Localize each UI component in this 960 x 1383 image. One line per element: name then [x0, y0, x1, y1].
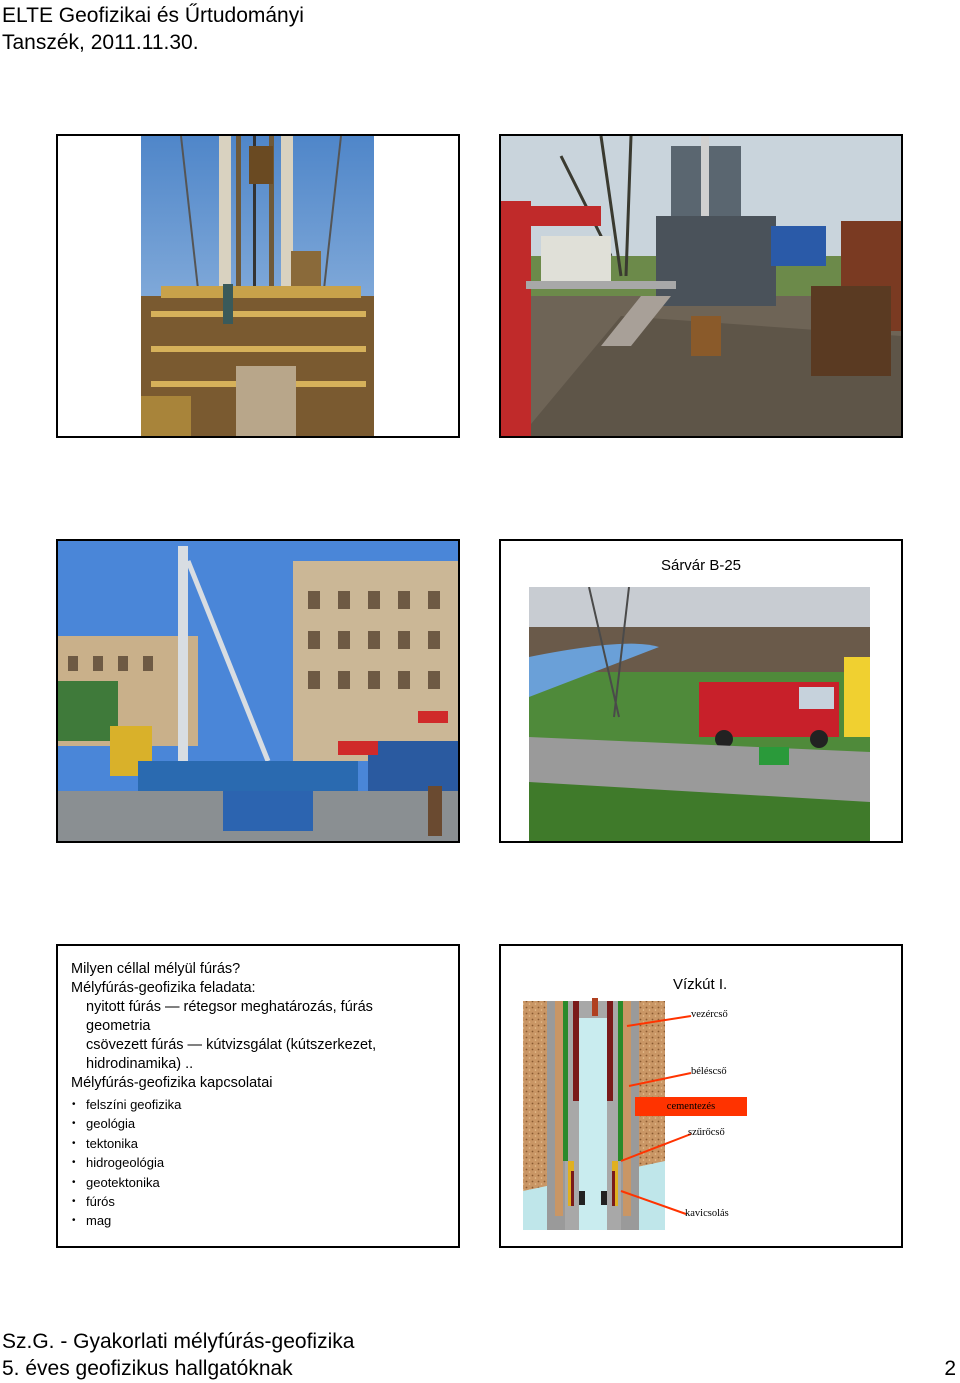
- slide-2: [499, 134, 903, 438]
- task-open-hole: nyitott fúrás — rétegsor meghatározás, fúrás: [86, 999, 373, 1015]
- city-drilling-site-photo: [58, 541, 458, 841]
- header-line2: Tanszék, 2011.11.30.: [2, 31, 199, 54]
- footer-line2: 5. éves geofizikus hallgatóknak: [2, 1357, 293, 1380]
- task-heading: Mélyfúrás-geofizika feladata:: [71, 980, 256, 996]
- drill-site-van-photo: [529, 587, 870, 841]
- list-item: • hidrogeológia: [71, 1153, 376, 1172]
- list-item: • geológia: [71, 1114, 376, 1133]
- page-number: 2: [944, 1357, 956, 1380]
- well-diagram: [501, 946, 901, 1246]
- relations-list: [71, 1095, 376, 1231]
- page-footer: [2, 1328, 354, 1382]
- label-szurocso: szűrőcső: [688, 1127, 725, 1138]
- label-kavicsolas: kavicsolás: [685, 1208, 729, 1219]
- task-cased-hole-cont: hidrodinamika) ..: [86, 1056, 194, 1072]
- slide-caption: Sárvár B-25: [660, 557, 742, 574]
- drilling-rig-tower-photo: [141, 136, 374, 436]
- label-cementezes: cementezés: [635, 1097, 747, 1116]
- question-line: Milyen céllal mélyül fúrás?: [71, 961, 241, 977]
- footer-line1: Sz.G. - Gyakorlati mélyfúrás-geofizika: [2, 1330, 355, 1353]
- list-item: • felszíni geofizika: [71, 1095, 376, 1114]
- list-item: • fúrós: [71, 1192, 376, 1211]
- task-cased-hole: csövezett fúrás — kútvizsgálat (kútszerkezet,: [86, 1037, 377, 1053]
- task-open-hole-cont: geometria: [86, 1018, 151, 1034]
- page-header: [2, 2, 304, 56]
- list-item: • geotektonika: [71, 1173, 376, 1192]
- slide-4: [499, 539, 903, 843]
- slide-text: [71, 960, 376, 1231]
- label-vezercso: vezércső: [691, 1009, 728, 1020]
- slide-3: [56, 539, 460, 843]
- slide-1: [56, 134, 460, 438]
- header-line1: ELTE Geofizikai és Űrtudományi: [2, 4, 304, 27]
- list-item: • tektonika: [71, 1134, 376, 1153]
- slide-5: [56, 944, 460, 1248]
- list-item: • mag: [71, 1211, 376, 1230]
- well-title: Vízkút I.: [673, 976, 728, 993]
- relations-heading: Mélyfúrás-geofizika kapcsolatai: [71, 1075, 273, 1091]
- drilling-rig-muddy-site-photo: [501, 136, 901, 436]
- label-belescso: béléscső: [691, 1066, 727, 1077]
- slide-6: [499, 944, 903, 1248]
